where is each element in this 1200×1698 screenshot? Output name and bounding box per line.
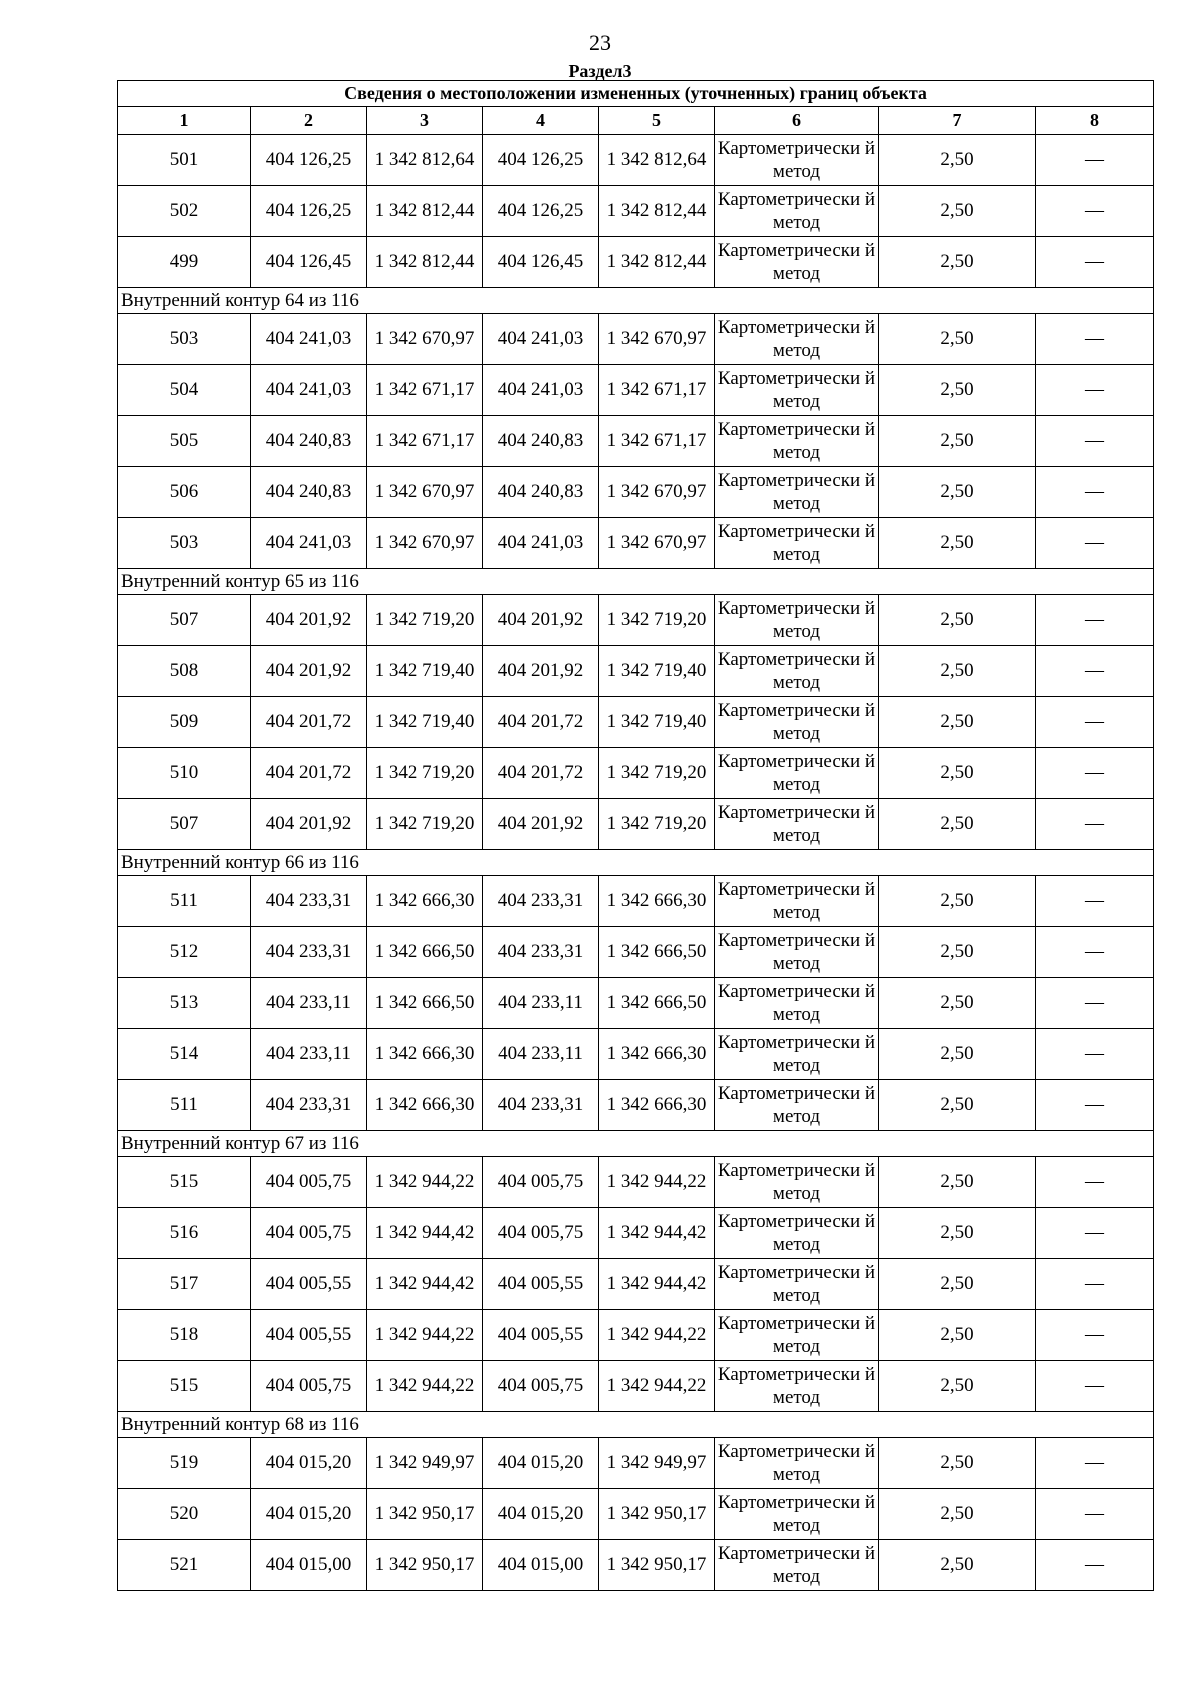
- cell-y-new: 1 342 666,30: [599, 1080, 715, 1131]
- cell-x-existing: 404 201,92: [251, 799, 367, 850]
- cell-description: —: [1036, 978, 1154, 1029]
- cell-x-existing: 404 240,83: [251, 467, 367, 518]
- cell-point-number: 512: [118, 927, 251, 978]
- table-row: [118, 1361, 1154, 1412]
- cell-method: Картометрически й метод: [715, 799, 879, 850]
- cell-x-new: 404 233,31: [483, 876, 599, 927]
- cell-precision: 2,50: [879, 186, 1036, 237]
- cell-x-new: 404 241,03: [483, 518, 599, 569]
- cell-precision: 2,50: [879, 595, 1036, 646]
- column-header-8: 8: [1036, 107, 1154, 135]
- cell-x-existing: 404 201,92: [251, 595, 367, 646]
- cell-y-new: 1 342 666,30: [599, 876, 715, 927]
- cell-description: —: [1036, 237, 1154, 288]
- cell-x-existing: 404 241,03: [251, 365, 367, 416]
- cell-y-existing: 1 342 670,97: [367, 467, 483, 518]
- cell-point-number: 507: [118, 595, 251, 646]
- cell-y-existing: 1 342 812,64: [367, 135, 483, 186]
- cell-point-number: 504: [118, 365, 251, 416]
- contour-label: Внутренний контур 64 из 116: [118, 288, 1154, 314]
- cell-description: —: [1036, 1540, 1154, 1591]
- cell-method: Картометрически й метод: [715, 697, 879, 748]
- cell-point-number: 503: [118, 314, 251, 365]
- cell-x-new: 404 005,75: [483, 1157, 599, 1208]
- cell-x-existing: 404 005,75: [251, 1157, 367, 1208]
- cell-precision: 2,50: [879, 135, 1036, 186]
- cell-method: Картометрически й метод: [715, 595, 879, 646]
- cell-method: Картометрически й метод: [715, 978, 879, 1029]
- cell-point-number: 515: [118, 1361, 251, 1412]
- cell-x-existing: 404 233,31: [251, 876, 367, 927]
- cell-x-new: 404 233,11: [483, 978, 599, 1029]
- page-number: 23: [589, 30, 611, 55]
- table-row: [118, 1438, 1154, 1489]
- cell-method: Картометрически й метод: [715, 1080, 879, 1131]
- cell-x-existing: 404 015,00: [251, 1540, 367, 1591]
- cell-description: —: [1036, 1080, 1154, 1131]
- cell-method: Картометрически й метод: [715, 876, 879, 927]
- cell-x-new: 404 240,83: [483, 467, 599, 518]
- table-row: [118, 1259, 1154, 1310]
- table-caption: Сведения о местоположении измененных (уточненных) границ объекта: [118, 81, 1154, 107]
- cell-y-existing: 1 342 950,17: [367, 1540, 483, 1591]
- cell-method: Картометрически й метод: [715, 1540, 879, 1591]
- cell-y-existing: 1 342 666,30: [367, 876, 483, 927]
- cell-y-new: 1 342 950,17: [599, 1540, 715, 1591]
- column-number-row: [118, 107, 1154, 135]
- cell-x-new: 404 233,31: [483, 927, 599, 978]
- cell-x-new: 404 005,75: [483, 1208, 599, 1259]
- cell-y-existing: 1 342 944,42: [367, 1259, 483, 1310]
- cell-y-existing: 1 342 944,42: [367, 1208, 483, 1259]
- cell-description: —: [1036, 1157, 1154, 1208]
- cell-y-new: 1 342 671,17: [599, 365, 715, 416]
- cell-x-existing: 404 233,31: [251, 1080, 367, 1131]
- cell-point-number: 513: [118, 978, 251, 1029]
- table-row: [118, 1489, 1154, 1540]
- cell-method: Картометрически й метод: [715, 1259, 879, 1310]
- table-row: [118, 595, 1154, 646]
- cell-point-number: 507: [118, 799, 251, 850]
- cell-x-existing: 404 233,11: [251, 1029, 367, 1080]
- cell-method: Картометрически й метод: [715, 1157, 879, 1208]
- table-row: [118, 237, 1154, 288]
- table-row: [118, 518, 1154, 569]
- cell-point-number: 514: [118, 1029, 251, 1080]
- table-row: [118, 927, 1154, 978]
- cell-point-number: 517: [118, 1259, 251, 1310]
- cell-y-new: 1 342 671,17: [599, 416, 715, 467]
- cell-description: —: [1036, 1259, 1154, 1310]
- column-header-5: 5: [599, 107, 715, 135]
- table-row: [118, 876, 1154, 927]
- cell-y-existing: 1 342 671,17: [367, 365, 483, 416]
- cell-method: Картометрически й метод: [715, 927, 879, 978]
- contour-label: Внутренний контур 66 из 116: [118, 850, 1154, 876]
- cell-x-existing: 404 005,75: [251, 1208, 367, 1259]
- column-header-4: 4: [483, 107, 599, 135]
- table-row: [118, 646, 1154, 697]
- cell-method: Картометрически й метод: [715, 1438, 879, 1489]
- cell-point-number: 503: [118, 518, 251, 569]
- cell-y-existing: 1 342 719,40: [367, 646, 483, 697]
- cell-y-existing: 1 342 666,50: [367, 978, 483, 1029]
- cell-method: Картометрически й метод: [715, 1489, 879, 1540]
- cell-point-number: 519: [118, 1438, 251, 1489]
- contour-label: Внутренний контур 67 из 116: [118, 1131, 1154, 1157]
- cell-y-new: 1 342 950,17: [599, 1489, 715, 1540]
- cell-y-new: 1 342 719,40: [599, 646, 715, 697]
- cell-point-number: 499: [118, 237, 251, 288]
- cell-x-new: 404 126,25: [483, 135, 599, 186]
- section-title: Раздел3: [568, 61, 632, 81]
- cell-y-existing: 1 342 719,20: [367, 748, 483, 799]
- cell-x-new: 404 015,20: [483, 1489, 599, 1540]
- cell-y-existing: 1 342 666,50: [367, 927, 483, 978]
- table-row: [118, 467, 1154, 518]
- table-row: [118, 1540, 1154, 1591]
- cell-x-existing: 404 015,20: [251, 1438, 367, 1489]
- cell-point-number: 511: [118, 1080, 251, 1131]
- cell-x-new: 404 126,45: [483, 237, 599, 288]
- cell-y-new: 1 342 666,50: [599, 978, 715, 1029]
- cell-precision: 2,50: [879, 876, 1036, 927]
- contour-row: [118, 1412, 1154, 1438]
- cell-description: —: [1036, 365, 1154, 416]
- table-row: [118, 314, 1154, 365]
- cell-precision: 2,50: [879, 697, 1036, 748]
- cell-x-existing: 404 005,55: [251, 1259, 367, 1310]
- cell-point-number: 518: [118, 1310, 251, 1361]
- cell-method: Картометрически й метод: [715, 1029, 879, 1080]
- cell-point-number: 510: [118, 748, 251, 799]
- cell-precision: 2,50: [879, 748, 1036, 799]
- column-header-3: 3: [367, 107, 483, 135]
- cell-x-new: 404 240,83: [483, 416, 599, 467]
- cell-precision: 2,50: [879, 1259, 1036, 1310]
- cell-y-existing: 1 342 670,97: [367, 314, 483, 365]
- cell-precision: 2,50: [879, 1310, 1036, 1361]
- cell-description: —: [1036, 467, 1154, 518]
- cell-precision: 2,50: [879, 416, 1036, 467]
- contour-label: Внутренний контур 68 из 116: [118, 1412, 1154, 1438]
- cell-description: —: [1036, 697, 1154, 748]
- cell-method: Картометрически й метод: [715, 135, 879, 186]
- cell-x-new: 404 241,03: [483, 314, 599, 365]
- cell-x-existing: 404 201,72: [251, 748, 367, 799]
- cell-y-new: 1 342 949,97: [599, 1438, 715, 1489]
- cell-description: —: [1036, 1489, 1154, 1540]
- table-row: [118, 697, 1154, 748]
- cell-y-existing: 1 342 812,44: [367, 186, 483, 237]
- cell-point-number: 506: [118, 467, 251, 518]
- cell-description: —: [1036, 518, 1154, 569]
- cell-description: —: [1036, 595, 1154, 646]
- cell-y-existing: 1 342 812,44: [367, 237, 483, 288]
- cell-x-existing: 404 233,11: [251, 978, 367, 1029]
- cell-x-new: 404 126,25: [483, 186, 599, 237]
- cell-precision: 2,50: [879, 518, 1036, 569]
- contour-row: [118, 569, 1154, 595]
- table-row: [118, 365, 1154, 416]
- cell-x-existing: 404 240,83: [251, 416, 367, 467]
- cell-y-existing: 1 342 949,97: [367, 1438, 483, 1489]
- cell-x-new: 404 201,92: [483, 595, 599, 646]
- cell-x-existing: 404 241,03: [251, 518, 367, 569]
- cell-y-existing: 1 342 666,30: [367, 1080, 483, 1131]
- cell-precision: 2,50: [879, 1540, 1036, 1591]
- table-row: [118, 748, 1154, 799]
- contour-label: Внутренний контур 65 из 116: [118, 569, 1154, 595]
- cell-method: Картометрически й метод: [715, 646, 879, 697]
- cell-point-number: 515: [118, 1157, 251, 1208]
- cell-description: —: [1036, 1438, 1154, 1489]
- contour-row: [118, 288, 1154, 314]
- cell-y-new: 1 342 719,20: [599, 595, 715, 646]
- cell-point-number: 509: [118, 697, 251, 748]
- cell-precision: 2,50: [879, 1489, 1036, 1540]
- cell-description: —: [1036, 799, 1154, 850]
- cell-precision: 2,50: [879, 365, 1036, 416]
- cell-y-new: 1 342 944,42: [599, 1208, 715, 1259]
- cell-y-existing: 1 342 719,40: [367, 697, 483, 748]
- cell-x-existing: 404 005,55: [251, 1310, 367, 1361]
- cell-method: Картометрически й метод: [715, 314, 879, 365]
- table-row: [118, 1310, 1154, 1361]
- cell-y-new: 1 342 719,20: [599, 748, 715, 799]
- cell-description: —: [1036, 1208, 1154, 1259]
- cell-y-new: 1 342 944,22: [599, 1310, 715, 1361]
- cell-precision: 2,50: [879, 1208, 1036, 1259]
- cell-y-existing: 1 342 719,20: [367, 595, 483, 646]
- cell-description: —: [1036, 748, 1154, 799]
- cell-y-new: 1 342 812,44: [599, 237, 715, 288]
- cell-x-existing: 404 015,20: [251, 1489, 367, 1540]
- cell-description: —: [1036, 927, 1154, 978]
- cell-x-existing: 404 126,45: [251, 237, 367, 288]
- cell-y-existing: 1 342 944,22: [367, 1361, 483, 1412]
- cell-x-new: 404 201,72: [483, 697, 599, 748]
- cell-x-existing: 404 126,25: [251, 186, 367, 237]
- cell-x-existing: 404 005,75: [251, 1361, 367, 1412]
- table-row: [118, 1157, 1154, 1208]
- cell-point-number: 511: [118, 876, 251, 927]
- table-row: [118, 135, 1154, 186]
- cell-y-existing: 1 342 944,22: [367, 1157, 483, 1208]
- cell-method: Картометрически й метод: [715, 518, 879, 569]
- boundary-coordinates-table: [117, 80, 1154, 1591]
- cell-y-new: 1 342 666,50: [599, 927, 715, 978]
- cell-method: Картометрически й метод: [715, 416, 879, 467]
- cell-y-new: 1 342 944,22: [599, 1157, 715, 1208]
- cell-y-new: 1 342 670,97: [599, 467, 715, 518]
- column-header-2: 2: [251, 107, 367, 135]
- cell-y-existing: 1 342 670,97: [367, 518, 483, 569]
- table-row: [118, 1029, 1154, 1080]
- cell-method: Картометрически й метод: [715, 467, 879, 518]
- cell-x-new: 404 233,11: [483, 1029, 599, 1080]
- cell-point-number: 505: [118, 416, 251, 467]
- cell-precision: 2,50: [879, 1157, 1036, 1208]
- cell-point-number: 521: [118, 1540, 251, 1591]
- cell-method: Картометрически й метод: [715, 365, 879, 416]
- table-row: [118, 799, 1154, 850]
- cell-point-number: 508: [118, 646, 251, 697]
- cell-precision: 2,50: [879, 1361, 1036, 1412]
- cell-precision: 2,50: [879, 467, 1036, 518]
- table-row: [118, 1080, 1154, 1131]
- cell-x-existing: 404 126,25: [251, 135, 367, 186]
- cell-precision: 2,50: [879, 1438, 1036, 1489]
- cell-y-new: 1 342 944,42: [599, 1259, 715, 1310]
- cell-x-new: 404 241,03: [483, 365, 599, 416]
- cell-description: —: [1036, 876, 1154, 927]
- table-row: [118, 978, 1154, 1029]
- cell-y-new: 1 342 944,22: [599, 1361, 715, 1412]
- cell-x-new: 404 015,00: [483, 1540, 599, 1591]
- cell-y-existing: 1 342 671,17: [367, 416, 483, 467]
- cell-description: —: [1036, 1310, 1154, 1361]
- cell-x-new: 404 015,20: [483, 1438, 599, 1489]
- cell-precision: 2,50: [879, 314, 1036, 365]
- cell-x-existing: 404 233,31: [251, 927, 367, 978]
- cell-description: —: [1036, 314, 1154, 365]
- cell-x-new: 404 005,55: [483, 1310, 599, 1361]
- cell-y-new: 1 342 812,44: [599, 186, 715, 237]
- cell-precision: 2,50: [879, 927, 1036, 978]
- cell-point-number: 516: [118, 1208, 251, 1259]
- cell-method: Картометрически й метод: [715, 1310, 879, 1361]
- cell-precision: 2,50: [879, 646, 1036, 697]
- cell-x-existing: 404 201,72: [251, 697, 367, 748]
- cell-point-number: 520: [118, 1489, 251, 1540]
- cell-y-existing: 1 342 944,22: [367, 1310, 483, 1361]
- cell-x-existing: 404 241,03: [251, 314, 367, 365]
- cell-y-new: 1 342 666,30: [599, 1029, 715, 1080]
- cell-method: Картометрически й метод: [715, 237, 879, 288]
- cell-description: —: [1036, 1361, 1154, 1412]
- cell-method: Картометрически й метод: [715, 1361, 879, 1412]
- cell-method: Картометрически й метод: [715, 186, 879, 237]
- cell-precision: 2,50: [879, 799, 1036, 850]
- cell-precision: 2,50: [879, 1029, 1036, 1080]
- cell-y-existing: 1 342 666,30: [367, 1029, 483, 1080]
- cell-x-new: 404 201,72: [483, 748, 599, 799]
- table-body: [118, 135, 1154, 1591]
- cell-x-new: 404 005,75: [483, 1361, 599, 1412]
- column-header-1: 1: [118, 107, 251, 135]
- cell-y-new: 1 342 812,64: [599, 135, 715, 186]
- cell-description: —: [1036, 186, 1154, 237]
- cell-precision: 2,50: [879, 237, 1036, 288]
- cell-description: —: [1036, 416, 1154, 467]
- contour-row: [118, 850, 1154, 876]
- cell-y-existing: 1 342 719,20: [367, 799, 483, 850]
- cell-y-new: 1 342 719,40: [599, 697, 715, 748]
- cell-description: —: [1036, 646, 1154, 697]
- cell-x-new: 404 233,31: [483, 1080, 599, 1131]
- cell-method: Картометрически й метод: [715, 748, 879, 799]
- cell-point-number: 502: [118, 186, 251, 237]
- cell-x-new: 404 201,92: [483, 799, 599, 850]
- table-row: [118, 1208, 1154, 1259]
- table-row: [118, 416, 1154, 467]
- cell-x-new: 404 005,55: [483, 1259, 599, 1310]
- column-header-7: 7: [879, 107, 1036, 135]
- cell-description: —: [1036, 135, 1154, 186]
- contour-row: [118, 1131, 1154, 1157]
- cell-y-existing: 1 342 950,17: [367, 1489, 483, 1540]
- table-row: [118, 186, 1154, 237]
- cell-point-number: 501: [118, 135, 251, 186]
- cell-method: Картометрически й метод: [715, 1208, 879, 1259]
- cell-x-existing: 404 201,92: [251, 646, 367, 697]
- cell-precision: 2,50: [879, 1080, 1036, 1131]
- column-header-6: 6: [715, 107, 879, 135]
- cell-y-new: 1 342 670,97: [599, 314, 715, 365]
- cell-x-new: 404 201,92: [483, 646, 599, 697]
- cell-description: —: [1036, 1029, 1154, 1080]
- cell-y-new: 1 342 670,97: [599, 518, 715, 569]
- cell-precision: 2,50: [879, 978, 1036, 1029]
- cell-y-new: 1 342 719,20: [599, 799, 715, 850]
